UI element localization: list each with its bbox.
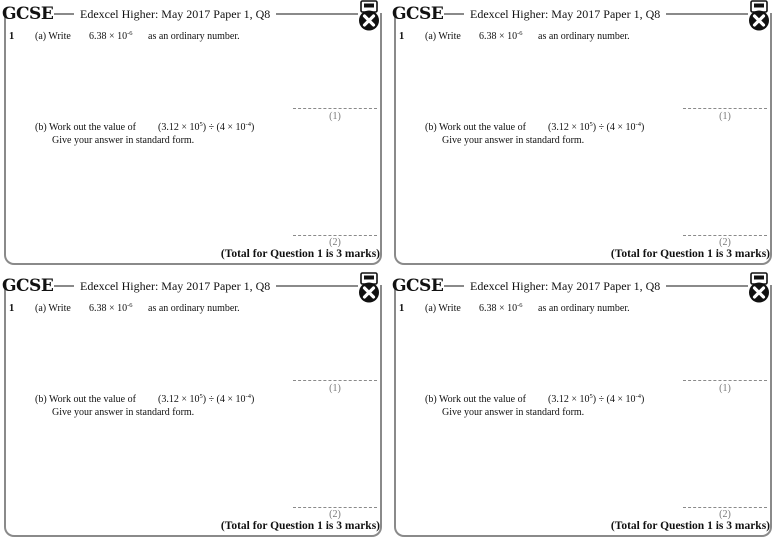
part-b-instruction: Give your answer in standard form. bbox=[52, 407, 195, 418]
total-marks: (Total for Question 1 is 3 marks) bbox=[610, 520, 770, 532]
header-rule bbox=[276, 285, 358, 287]
part-a-coefficient: 6.38 × 10 bbox=[479, 303, 518, 314]
part-b-expression bbox=[548, 394, 644, 406]
header-rule bbox=[666, 13, 748, 15]
part-b-prefix: (b) Work out the value of bbox=[425, 394, 526, 405]
part-a-exponent: -6 bbox=[517, 30, 523, 37]
question-card bbox=[0, 272, 385, 538]
part-b-instruction: Give your answer in standard form. bbox=[52, 135, 195, 146]
part-a-suffix: as an ordinary number. bbox=[148, 31, 240, 42]
answer-line-a bbox=[683, 380, 767, 381]
answer-line-a bbox=[293, 380, 377, 381]
paper-title: Edexcel Higher: May 2017 Paper 1, Q8 bbox=[470, 7, 661, 21]
paper-title: Edexcel Higher: May 2017 Paper 1, Q8 bbox=[80, 279, 271, 293]
part-b-exponent1: 5 bbox=[589, 393, 593, 400]
answer-line-b bbox=[293, 235, 377, 236]
part-b-exponent1: 5 bbox=[199, 393, 203, 400]
part-a-expression bbox=[89, 31, 133, 43]
mark-a: (1) bbox=[719, 111, 731, 122]
header-rule bbox=[54, 285, 74, 287]
part-a-expression bbox=[89, 303, 133, 315]
part-a-prefix: (a) Write bbox=[425, 31, 461, 42]
part-a-exponent: -6 bbox=[127, 30, 133, 37]
part-b-term1: (3.12 × 10 bbox=[548, 394, 590, 405]
mark-b: (2) bbox=[329, 237, 341, 248]
gcse-logo: GCSE bbox=[392, 276, 444, 296]
mark-b: (2) bbox=[719, 509, 731, 520]
question-card bbox=[390, 272, 775, 538]
part-a-prefix: (a) Write bbox=[35, 303, 71, 314]
paper-title: Edexcel Higher: May 2017 Paper 1, Q8 bbox=[80, 7, 271, 21]
header-rule bbox=[666, 285, 748, 287]
question-card bbox=[390, 0, 775, 266]
total-marks: (Total for Question 1 is 3 marks) bbox=[610, 248, 770, 260]
part-b-exponent2: -4 bbox=[635, 393, 641, 400]
mark-b: (2) bbox=[719, 237, 731, 248]
part-b-term1: (3.12 × 10 bbox=[548, 122, 590, 133]
part-a-coefficient: 6.38 × 10 bbox=[89, 303, 128, 314]
part-b-term2: ) ÷ (4 × 10 bbox=[592, 122, 636, 133]
question-card bbox=[0, 0, 385, 266]
calculator-crossed-icon bbox=[358, 272, 380, 304]
part-a-prefix: (a) Write bbox=[35, 31, 71, 42]
mark-a: (1) bbox=[329, 383, 341, 394]
part-b-term3: ) bbox=[250, 394, 255, 405]
calculator-crossed-icon bbox=[748, 272, 770, 304]
part-b-expression bbox=[548, 122, 644, 134]
part-a-exponent: -6 bbox=[517, 302, 523, 309]
header-rule bbox=[444, 13, 464, 15]
answer-line-b bbox=[683, 235, 767, 236]
part-a-expression bbox=[479, 303, 523, 315]
answer-line-b bbox=[683, 507, 767, 508]
total-marks: (Total for Question 1 is 3 marks) bbox=[220, 520, 380, 532]
part-b-exponent2: -4 bbox=[245, 121, 251, 128]
answer-line-b bbox=[293, 507, 377, 508]
header-rule bbox=[276, 13, 358, 15]
header-rule bbox=[54, 13, 74, 15]
part-b-term3: ) bbox=[640, 122, 645, 133]
part-a-suffix: as an ordinary number. bbox=[148, 303, 240, 314]
calculator-crossed-icon bbox=[358, 0, 380, 32]
part-b-prefix: (b) Work out the value of bbox=[35, 394, 136, 405]
part-b-prefix: (b) Work out the value of bbox=[35, 122, 136, 133]
gcse-logo: GCSE bbox=[2, 4, 54, 24]
mark-b: (2) bbox=[329, 509, 341, 520]
part-b-term3: ) bbox=[640, 394, 645, 405]
paper-title: Edexcel Higher: May 2017 Paper 1, Q8 bbox=[470, 279, 661, 293]
calculator-crossed-icon bbox=[748, 0, 770, 32]
mark-a: (1) bbox=[329, 111, 341, 122]
part-b-instruction: Give your answer in standard form. bbox=[442, 407, 585, 418]
mark-a: (1) bbox=[719, 383, 731, 394]
part-b-instruction: Give your answer in standard form. bbox=[442, 135, 585, 146]
part-b-exponent1: 5 bbox=[199, 121, 203, 128]
part-b-term2: ) ÷ (4 × 10 bbox=[592, 394, 636, 405]
part-b-term2: ) ÷ (4 × 10 bbox=[202, 122, 246, 133]
question-number: 1 bbox=[9, 31, 15, 42]
gcse-logo: GCSE bbox=[392, 4, 444, 24]
answer-line-a bbox=[683, 108, 767, 109]
part-b-exponent2: -4 bbox=[635, 121, 641, 128]
part-b-term2: ) ÷ (4 × 10 bbox=[202, 394, 246, 405]
part-b-exponent2: -4 bbox=[245, 393, 251, 400]
part-a-expression bbox=[479, 31, 523, 43]
part-a-suffix: as an ordinary number. bbox=[538, 31, 630, 42]
header-rule bbox=[444, 285, 464, 287]
part-a-suffix: as an ordinary number. bbox=[538, 303, 630, 314]
part-b-term1: (3.12 × 10 bbox=[158, 122, 200, 133]
question-number: 1 bbox=[399, 31, 405, 42]
part-b-expression bbox=[158, 394, 254, 406]
part-b-exponent1: 5 bbox=[589, 121, 593, 128]
part-a-coefficient: 6.38 × 10 bbox=[89, 31, 128, 42]
answer-line-a bbox=[293, 108, 377, 109]
total-marks: (Total for Question 1 is 3 marks) bbox=[220, 248, 380, 260]
question-number: 1 bbox=[9, 303, 15, 314]
part-b-expression bbox=[158, 122, 254, 134]
part-b-prefix: (b) Work out the value of bbox=[425, 122, 526, 133]
question-number: 1 bbox=[399, 303, 405, 314]
part-b-term3: ) bbox=[250, 122, 255, 133]
part-a-prefix: (a) Write bbox=[425, 303, 461, 314]
part-b-term1: (3.12 × 10 bbox=[158, 394, 200, 405]
part-a-exponent: -6 bbox=[127, 302, 133, 309]
part-a-coefficient: 6.38 × 10 bbox=[479, 31, 518, 42]
gcse-logo: GCSE bbox=[2, 276, 54, 296]
